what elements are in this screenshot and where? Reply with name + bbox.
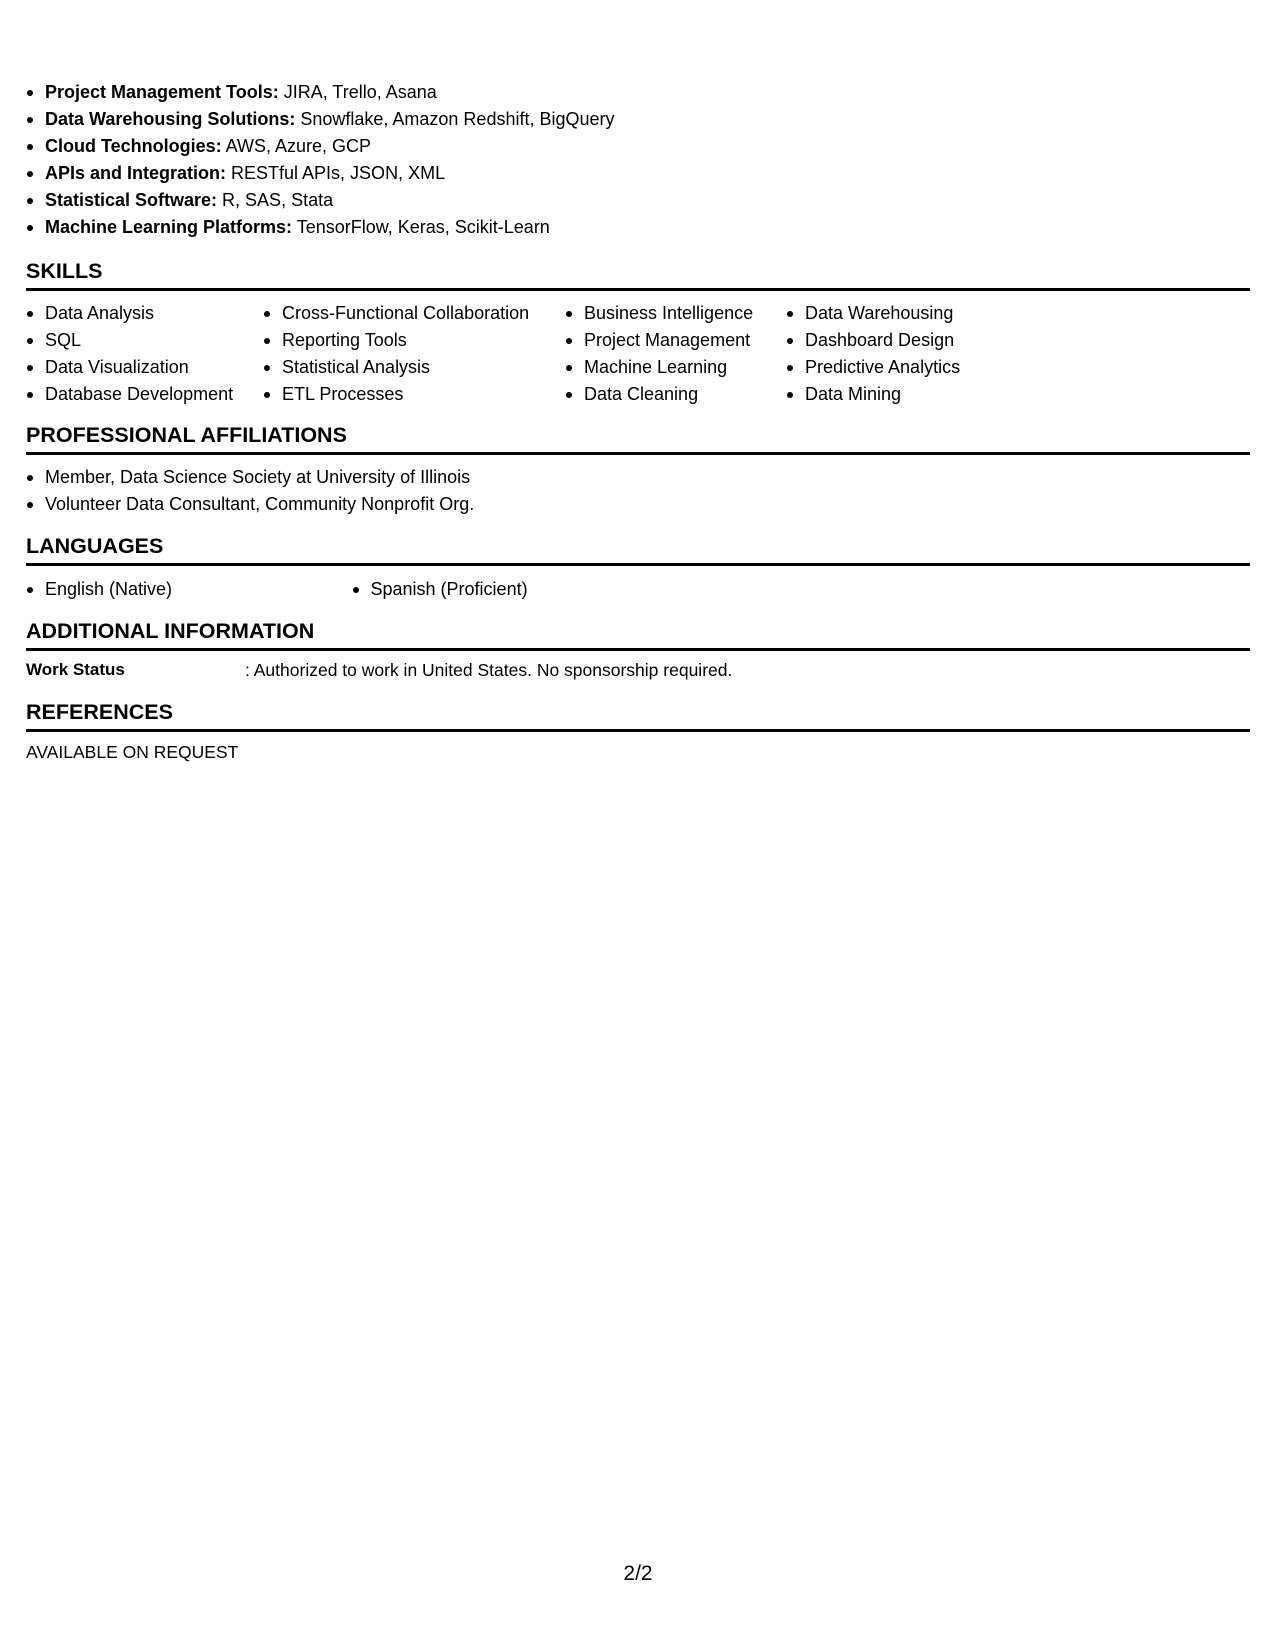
skill-item: Data Visualization bbox=[26, 354, 233, 381]
skill-item: Data Mining bbox=[786, 381, 960, 408]
skill-item: Data Warehousing bbox=[786, 300, 960, 327]
affiliations-list bbox=[26, 464, 474, 518]
resume-page bbox=[26, 0, 1250, 1650]
work-status-value: : Authorized to work in United States. No sponsorship required. bbox=[245, 660, 733, 680]
tool-category-label: Machine Learning Platforms: bbox=[45, 217, 293, 237]
list-item bbox=[26, 160, 615, 187]
skill-item: Project Management bbox=[565, 327, 753, 354]
skill-item: Predictive Analytics bbox=[786, 354, 960, 381]
additional-info-heading: ADDITIONAL INFORMATION bbox=[26, 619, 315, 643]
tools-list bbox=[26, 79, 615, 241]
skills-heading: SKILLS bbox=[26, 259, 103, 283]
list-item bbox=[26, 133, 615, 160]
tool-category-label: Statistical Software: bbox=[45, 190, 218, 210]
tool-category-label: Cloud Technologies: bbox=[45, 136, 222, 156]
list-item bbox=[26, 79, 615, 106]
references-heading: REFERENCES bbox=[26, 700, 173, 724]
list-item bbox=[26, 106, 615, 133]
language-item: English (Native) bbox=[26, 576, 172, 603]
section-divider bbox=[26, 288, 1250, 291]
tool-category-value: R, SAS, Stata bbox=[217, 190, 334, 210]
section-divider bbox=[26, 729, 1250, 732]
section-divider bbox=[26, 563, 1250, 566]
skill-item: Dashboard Design bbox=[786, 327, 960, 354]
skill-item: Data Cleaning bbox=[565, 381, 753, 408]
skill-item: ETL Processes bbox=[263, 381, 529, 408]
skill-item: Cross-Functional Collaboration bbox=[263, 300, 529, 327]
skill-item: Statistical Analysis bbox=[263, 354, 529, 381]
languages-heading: LANGUAGES bbox=[26, 534, 164, 558]
skills-column bbox=[263, 300, 529, 408]
languages-list bbox=[26, 576, 528, 603]
skill-item: Reporting Tools bbox=[263, 327, 529, 354]
skill-item: Machine Learning bbox=[565, 354, 753, 381]
skill-item: Business Intelligence bbox=[565, 300, 753, 327]
tool-category-label: Data Warehousing Solutions: bbox=[45, 109, 296, 129]
language-item: Spanish (Proficient) bbox=[352, 576, 528, 603]
skill-item: Data Analysis bbox=[26, 300, 233, 327]
tool-category-value: RESTful APIs, JSON, XML bbox=[226, 163, 446, 183]
list-item bbox=[26, 214, 615, 241]
tool-category-value: AWS, Azure, GCP bbox=[221, 136, 372, 156]
references-text: AVAILABLE ON REQUEST bbox=[26, 742, 239, 762]
skills-column bbox=[786, 300, 960, 408]
list-item: Member, Data Science Society at University of Illinois bbox=[26, 464, 474, 491]
tool-category-value: Snowflake, Amazon Redshift, BigQuery bbox=[295, 109, 615, 129]
tool-category-label: Project Management Tools: bbox=[45, 82, 279, 102]
section-divider bbox=[26, 452, 1250, 455]
section-divider bbox=[26, 648, 1250, 651]
skills-column bbox=[565, 300, 753, 408]
tool-category-value: JIRA, Trello, Asana bbox=[278, 82, 437, 102]
skills-column bbox=[26, 300, 233, 408]
list-item bbox=[26, 187, 615, 214]
work-status-label: Work Status bbox=[26, 660, 125, 679]
affiliations-heading: PROFESSIONAL AFFILIATIONS bbox=[26, 423, 347, 447]
tool-category-label: APIs and Integration: bbox=[45, 163, 227, 183]
skill-item: SQL bbox=[26, 327, 233, 354]
tool-category-value: TensorFlow, Keras, Scikit-Learn bbox=[292, 217, 550, 237]
page-number: 2/2 bbox=[623, 1562, 653, 1585]
list-item: Volunteer Data Consultant, Community Nonprofit Org. bbox=[26, 491, 474, 518]
skill-item: Database Development bbox=[26, 381, 233, 408]
